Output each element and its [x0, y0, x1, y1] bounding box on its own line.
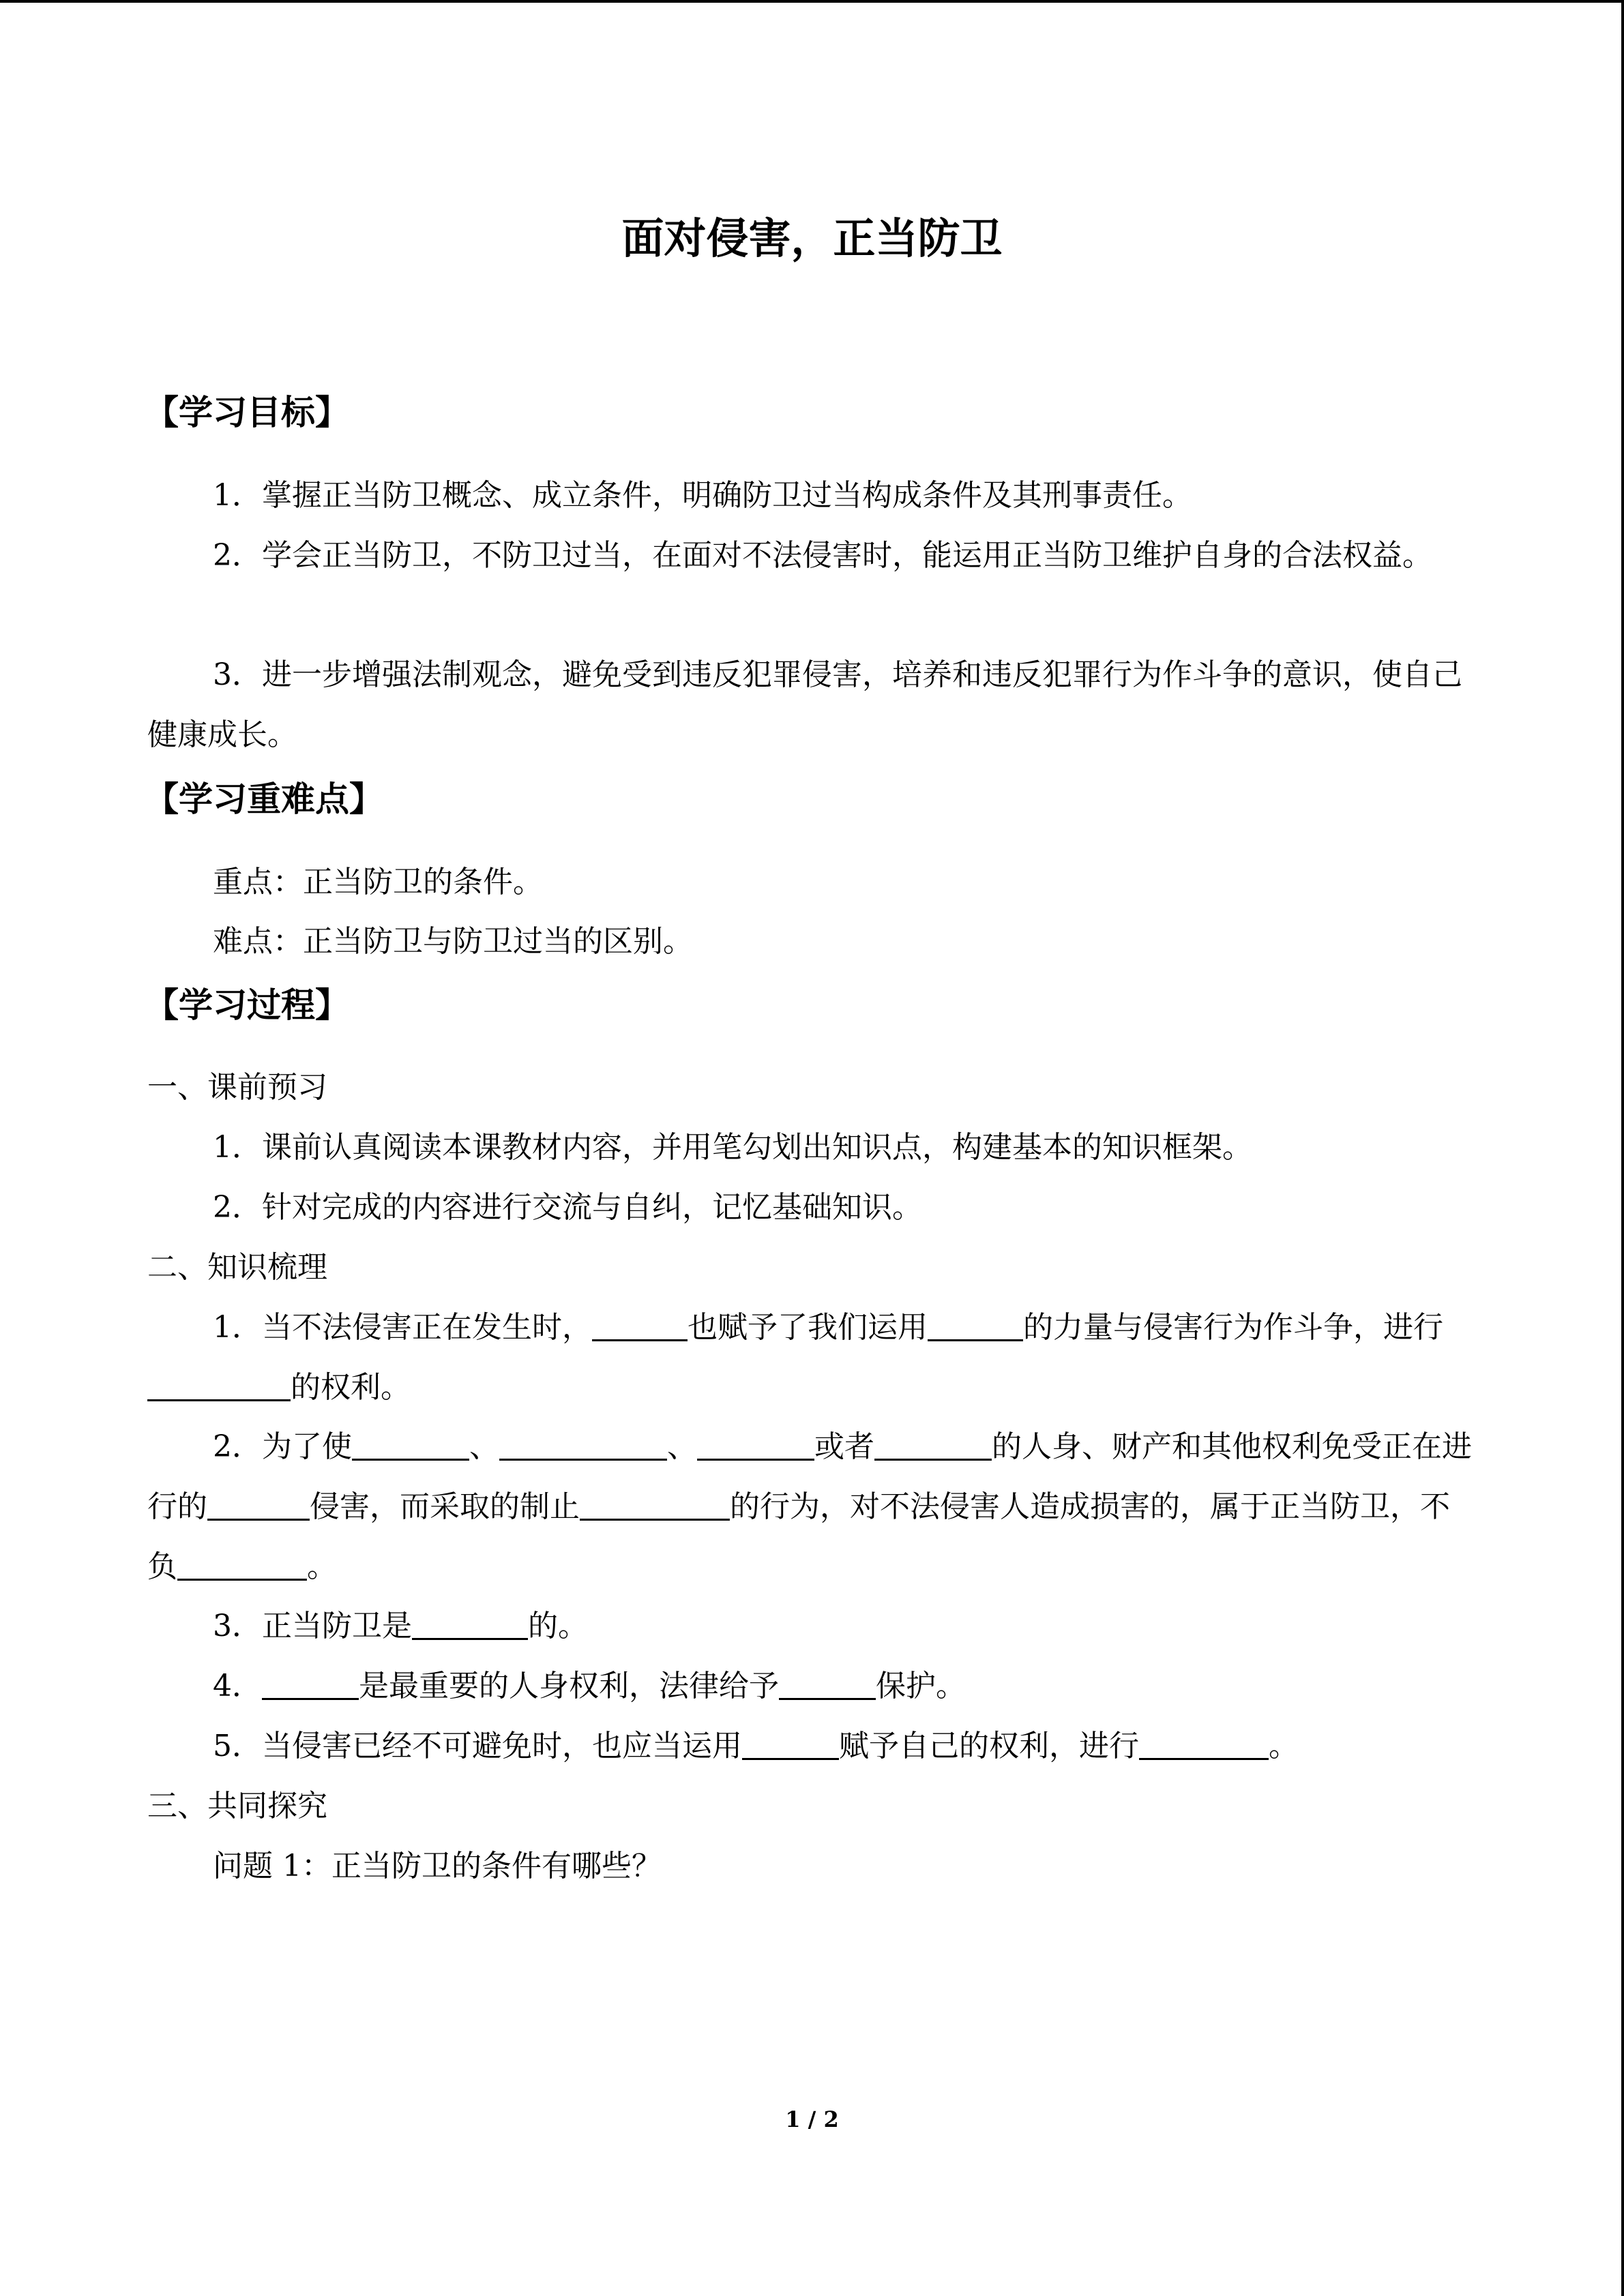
fill-question-2: 2．为了使 、 、 或者 的人身、财产和其他权利免受正在进行的 侵害，而采取的制止 的行为，对不法侵害人造成损害的，属于正当防卫，不负 。 — [147, 1429, 1472, 1584]
section-heading-keypoints: 【学习重难点】 — [145, 779, 383, 819]
answer-blank[interactable] — [592, 1309, 688, 1341]
document-title: 面对侵害，正当防卫 — [621, 213, 1003, 263]
preview-item-2: 2．针对完成的内容进行交流与自纠，记忆基础知识。 — [213, 1190, 922, 1225]
answer-blank[interactable] — [147, 1369, 291, 1401]
answer-blank[interactable] — [697, 1429, 814, 1461]
answer-blank[interactable] — [499, 1429, 667, 1461]
answer-blank[interactable] — [1139, 1728, 1269, 1760]
answer-blank[interactable] — [779, 1668, 876, 1700]
goal-item-1: 1．掌握正当防卫概念、成立条件，明确防卫过当构成条件及其刑事责任。 — [213, 478, 1192, 513]
inquiry-question-1: 问题 1：正当防卫的条件有哪些？ — [213, 1849, 662, 1883]
difficult-point: 难点：正当防卫与防卫过当的区别。 — [213, 924, 693, 959]
answer-blank[interactable] — [177, 1549, 307, 1581]
page-top-border — [0, 0, 1624, 3]
answer-blank[interactable] — [742, 1728, 839, 1760]
goal-item-3: 3．进一步增强法制观念，避免受到违反犯罪侵害，培养和违反犯罪行为作斗争的意识，使自己健康成长。 — [147, 657, 1462, 752]
answer-blank[interactable] — [928, 1309, 1023, 1341]
section-heading-process: 【学习过程】 — [145, 985, 349, 1025]
section-heading-goals: 【学习目标】 — [145, 393, 349, 432]
fill-question-4: 4． 是最重要的人身权利，法律给予 保护。 — [213, 1669, 966, 1703]
goal-item-2: 2．学会正当防卫，不防卫过当，在面对不法侵害时，能运用正当防卫维护自身的合法权益。 — [213, 538, 1432, 573]
answer-blank[interactable] — [352, 1429, 469, 1461]
answer-blank[interactable] — [874, 1429, 992, 1461]
page-right-border — [1621, 0, 1624, 2296]
preview-item-1: 1．课前认真阅读本课教材内容，并用笔勾划出知识点，构建基本的知识框架。 — [213, 1130, 1252, 1165]
answer-blank[interactable] — [262, 1668, 359, 1700]
answer-blank[interactable] — [412, 1608, 528, 1640]
answer-blank[interactable] — [580, 1489, 730, 1521]
fill-question-1: 1．当不法侵害正在发生时， 也赋予了我们运用 的力量与侵害行为作斗争，进行的权利。 — [147, 1298, 1477, 1418]
answer-blank[interactable] — [207, 1489, 310, 1521]
subsection-knowledge-title: 二、知识梳理 — [147, 1250, 327, 1285]
page-number: 1 / 2 — [785, 2106, 839, 2132]
subsection-preview-title: 一、课前预习 — [147, 1070, 327, 1105]
fill-question-5: 5．当侵害已经不可避免时，也应当运用 赋予自己的权利，进行 。 — [213, 1729, 1299, 1763]
subsection-inquiry-title: 三、共同探究 — [147, 1789, 327, 1823]
key-point: 重点：正当防卫的条件。 — [213, 865, 543, 899]
fill-question-3: 3．正当防卫是 的。 — [213, 1609, 588, 1643]
